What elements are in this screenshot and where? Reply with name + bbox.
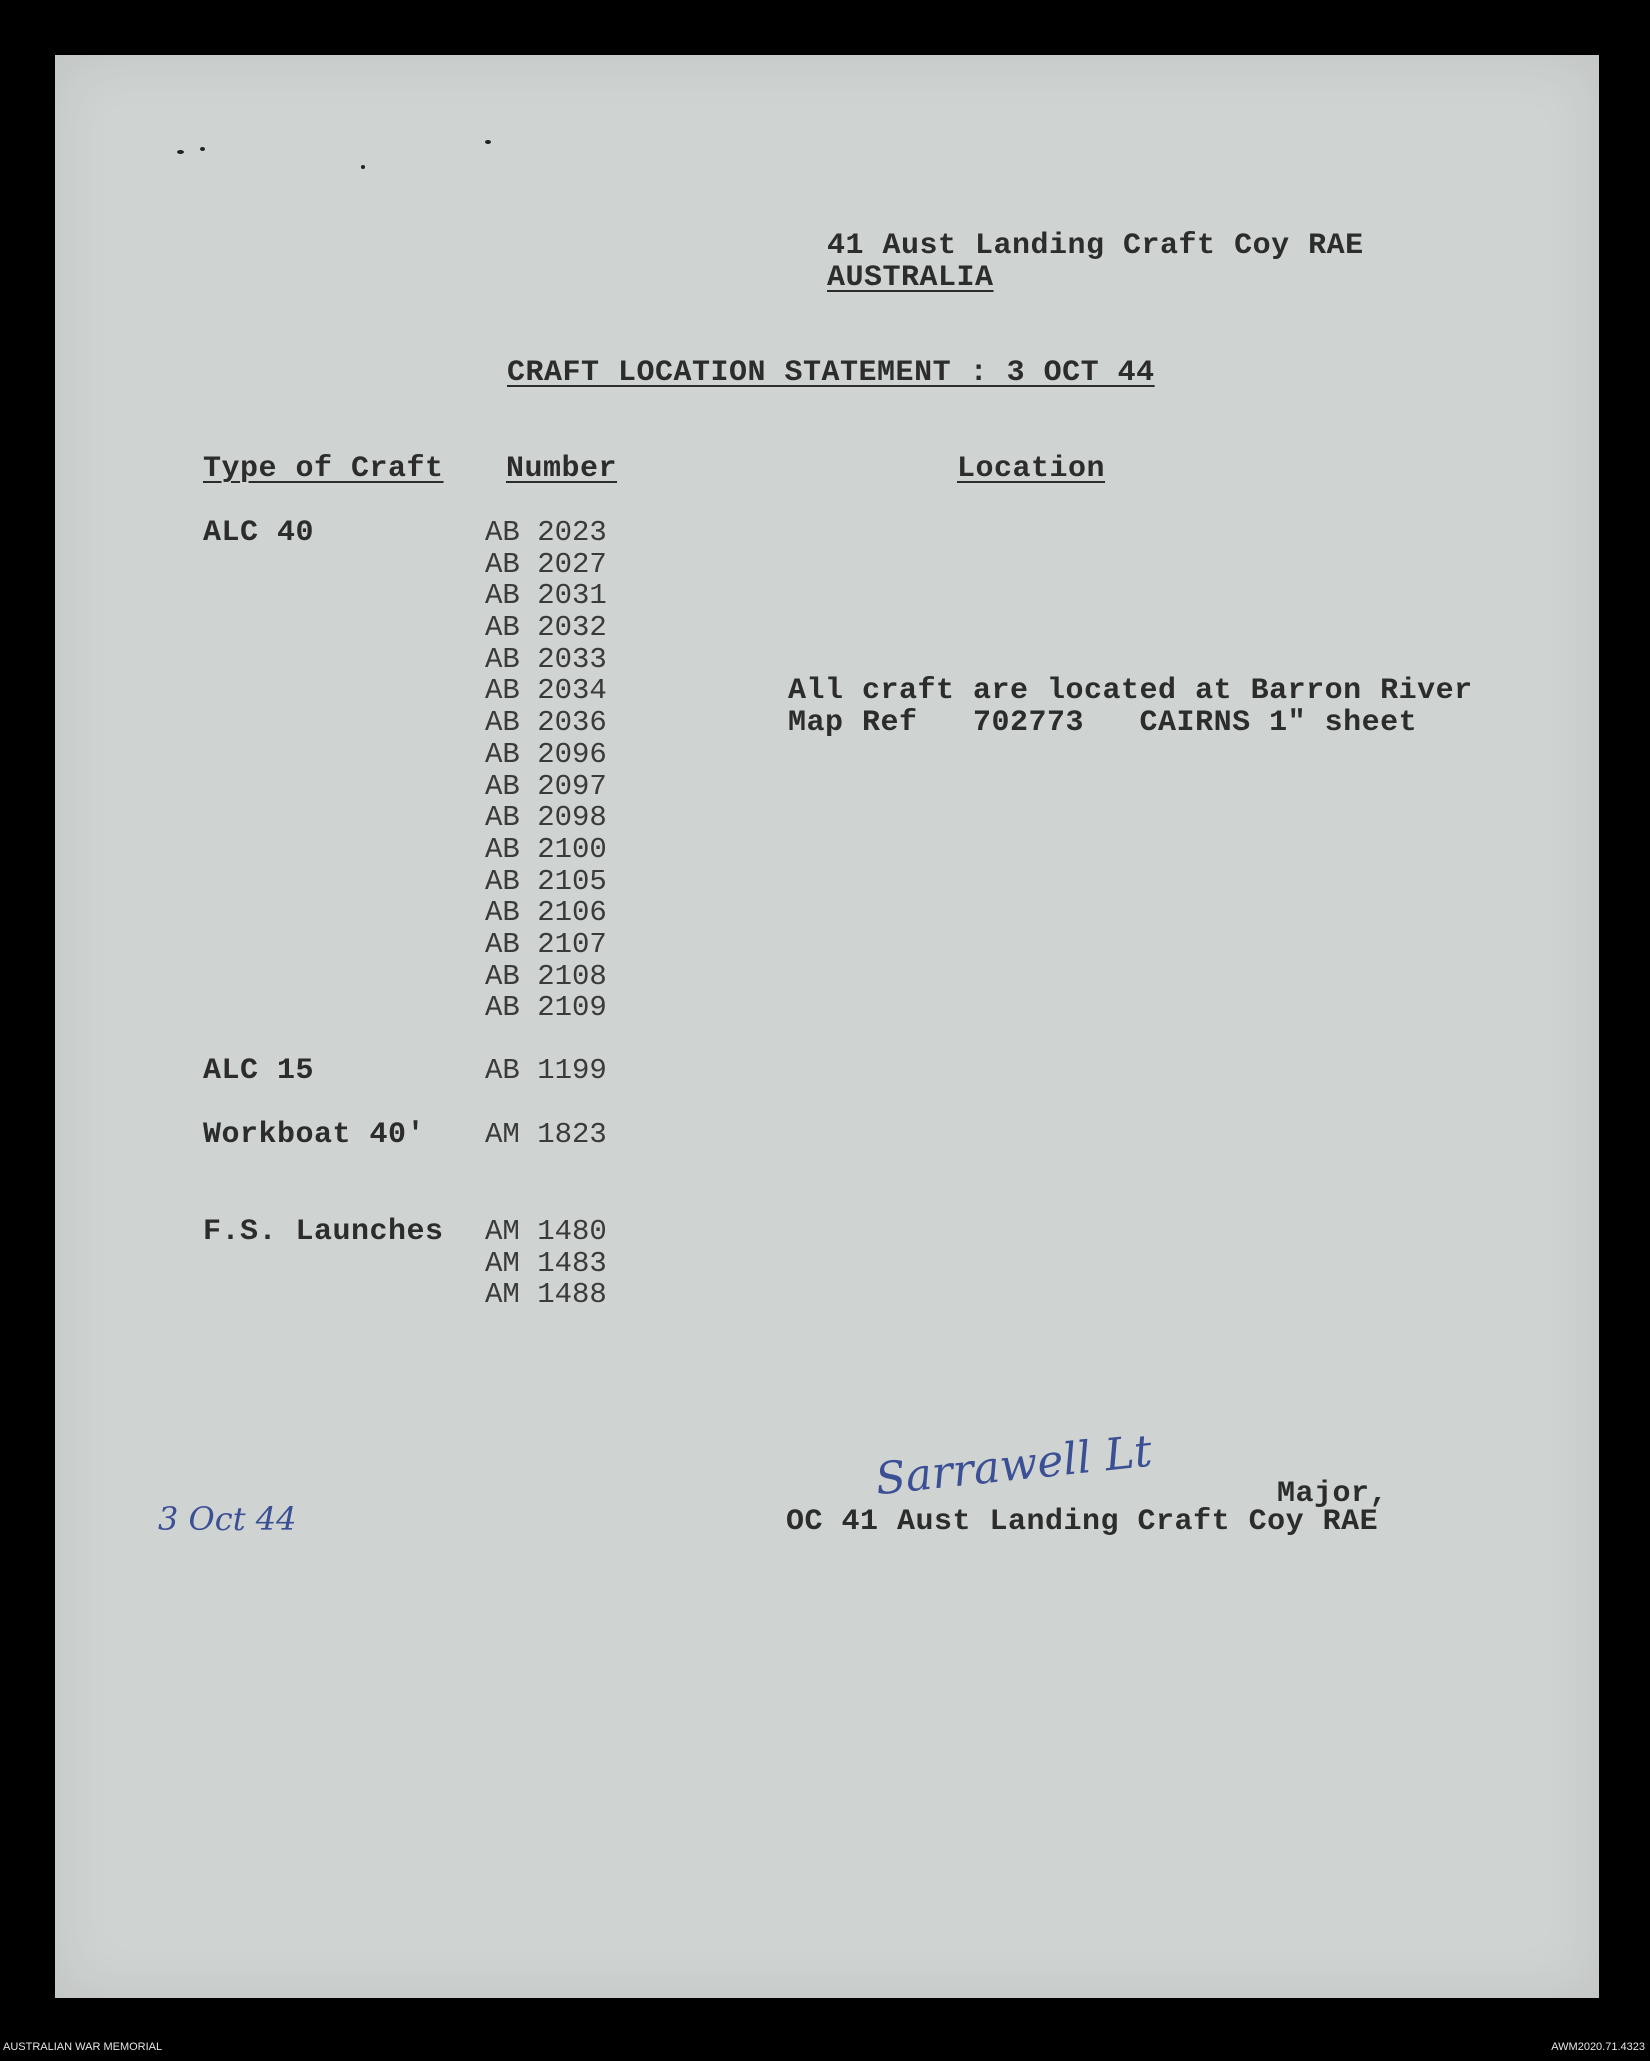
craft-number: AM 1483 [485,1246,607,1280]
signature-rank: Major, [1277,1477,1389,1511]
paper-speck [200,147,205,151]
craft-number: AB 2109 [485,991,607,1025]
footer-archive-name: AUSTRALIAN WAR MEMORIAL [3,2041,163,2053]
location-line-2: Map Ref 702773 CAIRNS 1" sheet [788,706,1418,740]
craft-number: AM 1488 [485,1278,607,1312]
craft-number: AB 2032 [485,611,607,645]
craft-number: AB 2097 [485,769,607,803]
paper-speck [361,165,365,169]
craft-number: AM 1480 [485,1215,607,1248]
craft-number: AB 2105 [485,864,607,898]
craft-number: AB 2027 [485,547,607,581]
craft-number: AB 2100 [485,832,607,866]
handwritten-date: 3 Oct 44 [158,1500,297,1538]
craft-type: ALC 15 [203,1054,315,1088]
craft-number-list [485,1216,607,1311]
craft-number: AB 2033 [485,642,607,676]
country-heading: AUSTRALIA [827,261,994,295]
craft-number-list [485,1119,607,1151]
unit-heading: 41 Aust Landing Craft Coy RAE [827,229,1364,263]
craft-number: AB 2036 [485,706,607,740]
craft-type: ALC 40 [203,516,315,550]
craft-type: Workboat 40' [203,1118,426,1152]
craft-number-list [485,1055,607,1087]
document-title: CRAFT LOCATION STATEMENT : 3 OCT 44 [507,356,1155,390]
craft-type: F.S. Launches [203,1215,444,1249]
craft-number: AB 2031 [485,579,607,613]
craft-number: AB 2107 [485,927,607,961]
craft-number: AB 2108 [485,959,607,993]
paper-speck [485,140,491,144]
signature-appointment: OC 41 Aust Landing Craft Coy RAE [786,1505,1379,1539]
location-line-1: All craft are located at Barron River [788,674,1473,708]
craft-number: AB 2096 [485,737,607,771]
craft-number: AB 2034 [485,674,607,708]
craft-number: AB 1199 [485,1054,607,1087]
craft-number: AB 2098 [485,801,607,835]
column-header-number: Number [506,452,618,486]
paper-speck [177,150,184,154]
column-header-type: Type of Craft [203,452,444,486]
craft-number-list [485,517,607,1024]
column-header-location: Location [957,452,1106,486]
craft-number: AB 2023 [485,516,607,549]
craft-number: AB 2106 [485,896,607,930]
craft-number: AM 1823 [485,1118,607,1151]
signature: Sarrawell Lt [873,1425,1155,1506]
document-sheet [55,55,1599,1998]
footer-accession-number: AWM2020.71.4323 [1551,2041,1645,2053]
